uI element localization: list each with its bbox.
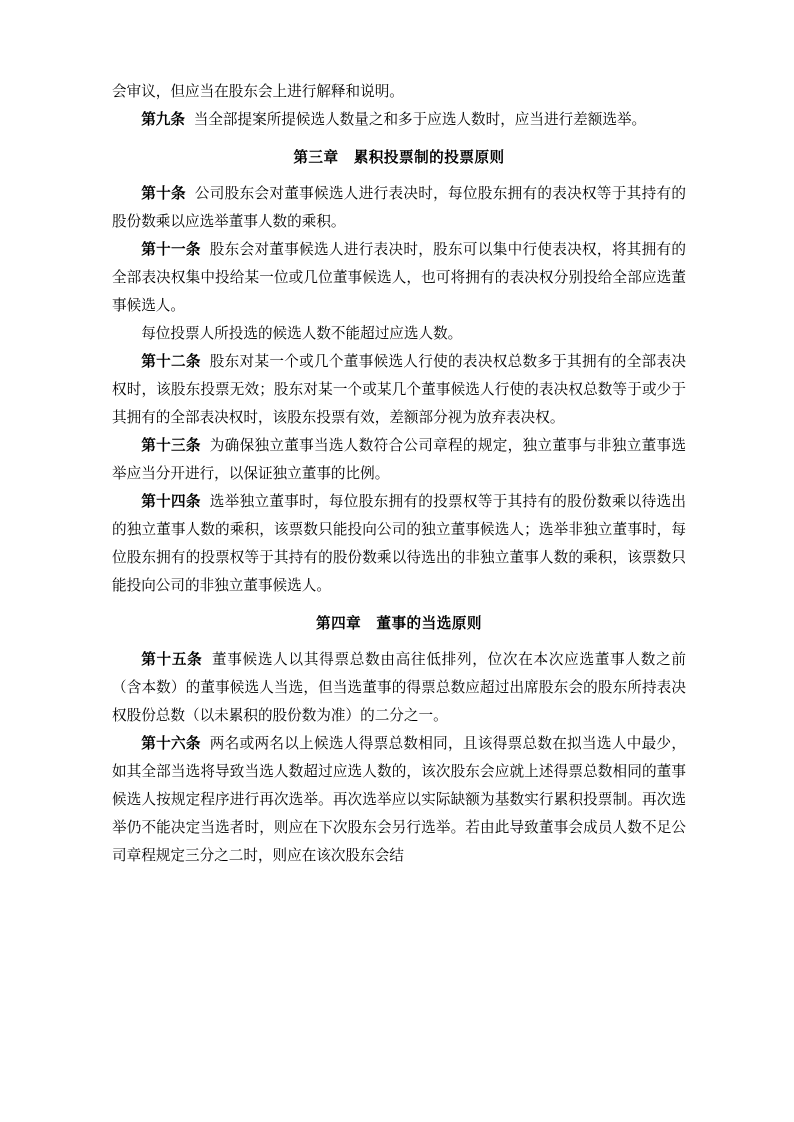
article-number: 第十一条 (141, 241, 201, 259)
paragraph-text: 为确保独立董事当选人数符合公司章程的规定，独立董事与非独立董事选举应当分开进行，以保证独立董事的比例。 (112, 437, 686, 483)
paragraph (112, 236, 686, 320)
paragraph-text: 两名或两名以上候选人得票总数相同，且该得票总数在拟当选人中最少，如其全部当选将导致当选人数超过应选人数的，该次股东会应就上述得票总数相同的董事候选人按规定程序进行再次选举。再次选举应以实际缺额为基数实行累积投票制。再次选举仍不能决定当选者时，则应在下次股东会另行选举。若由此导致董事会成员人数不足公司章程规定三分之二时，则应在该次股东会结 (112, 735, 686, 865)
document-body (112, 78, 686, 870)
paragraph (112, 180, 686, 236)
article-number: 第十三条 (141, 437, 201, 455)
paragraph (112, 106, 686, 134)
article-number: 第十条 (141, 185, 186, 203)
paragraph-text: 选举独立董事时，每位股东拥有的投票权等于其持有的股份数乘以待选出的独立董事人数的乘积，该票数只能投向公司的独立董事候选人；选举非独立董事时，每位股东拥有的投票权等于其持有的股份数乘以待选出的非独立董事人数的乘积，该票数只能投向公司的非独立董事候选人。 (112, 493, 686, 595)
section-heading: 第四章 董事的当选原则 (315, 615, 483, 633)
article-number: 第十四条 (141, 493, 201, 511)
paragraph-text: 每位投票人所投选的候选人数不能超过应选人数。 (141, 325, 463, 343)
article-number: 第十二条 (141, 353, 201, 371)
article-number: 第十六条 (141, 735, 201, 753)
paragraph-text: 公司股东会对董事候选人进行表决时，每位股东拥有的表决权等于其持有的股份数乘以应选举董事人数的乘积。 (112, 185, 686, 231)
article-number: 第十五条 (141, 651, 203, 669)
paragraph (112, 348, 686, 432)
paragraph-text: 股东对某一个或几个董事候选人行使的表决权总数多于其拥有的全部表决权时，该股东投票无效；股东对某一个或某几个董事候选人行使的表决权总数等于或少于其拥有的全部表决权时，该股东投票有效，差额部分视为放弃表决权。 (112, 353, 686, 427)
paragraph-text: 股东会对董事候选人进行表决时，股东可以集中行使表决权，将其拥有的全部表决权集中投给某一位或几位董事候选人，也可将拥有的表决权分别投给全部应选董事候选人。 (112, 241, 686, 315)
article-number: 第九条 (141, 111, 185, 129)
paragraph (112, 78, 686, 106)
paragraph (112, 488, 686, 600)
paragraph (112, 730, 686, 870)
paragraph-text: 当全部提案所提候选人数量之和多于应选人数时，应当进行差额选举。 (193, 111, 647, 129)
section-heading: 第三章 累积投票制的投票原则 (293, 149, 505, 167)
paragraph (112, 432, 686, 488)
paragraph (112, 320, 686, 348)
paragraph-text: 会审议，但应当在股东会上进行解释和说明。 (112, 83, 404, 100)
paragraph-text: 董事候选人以其得票总数由高往低排列，位次在本次应选董事人数之前（含本数）的董事候选人当选，但当选董事的得票总数应超过出席股东会的股东所持表决权股份总数（以未累积的股份数为准）的二分之一。 (112, 651, 686, 725)
paragraph (112, 646, 686, 730)
